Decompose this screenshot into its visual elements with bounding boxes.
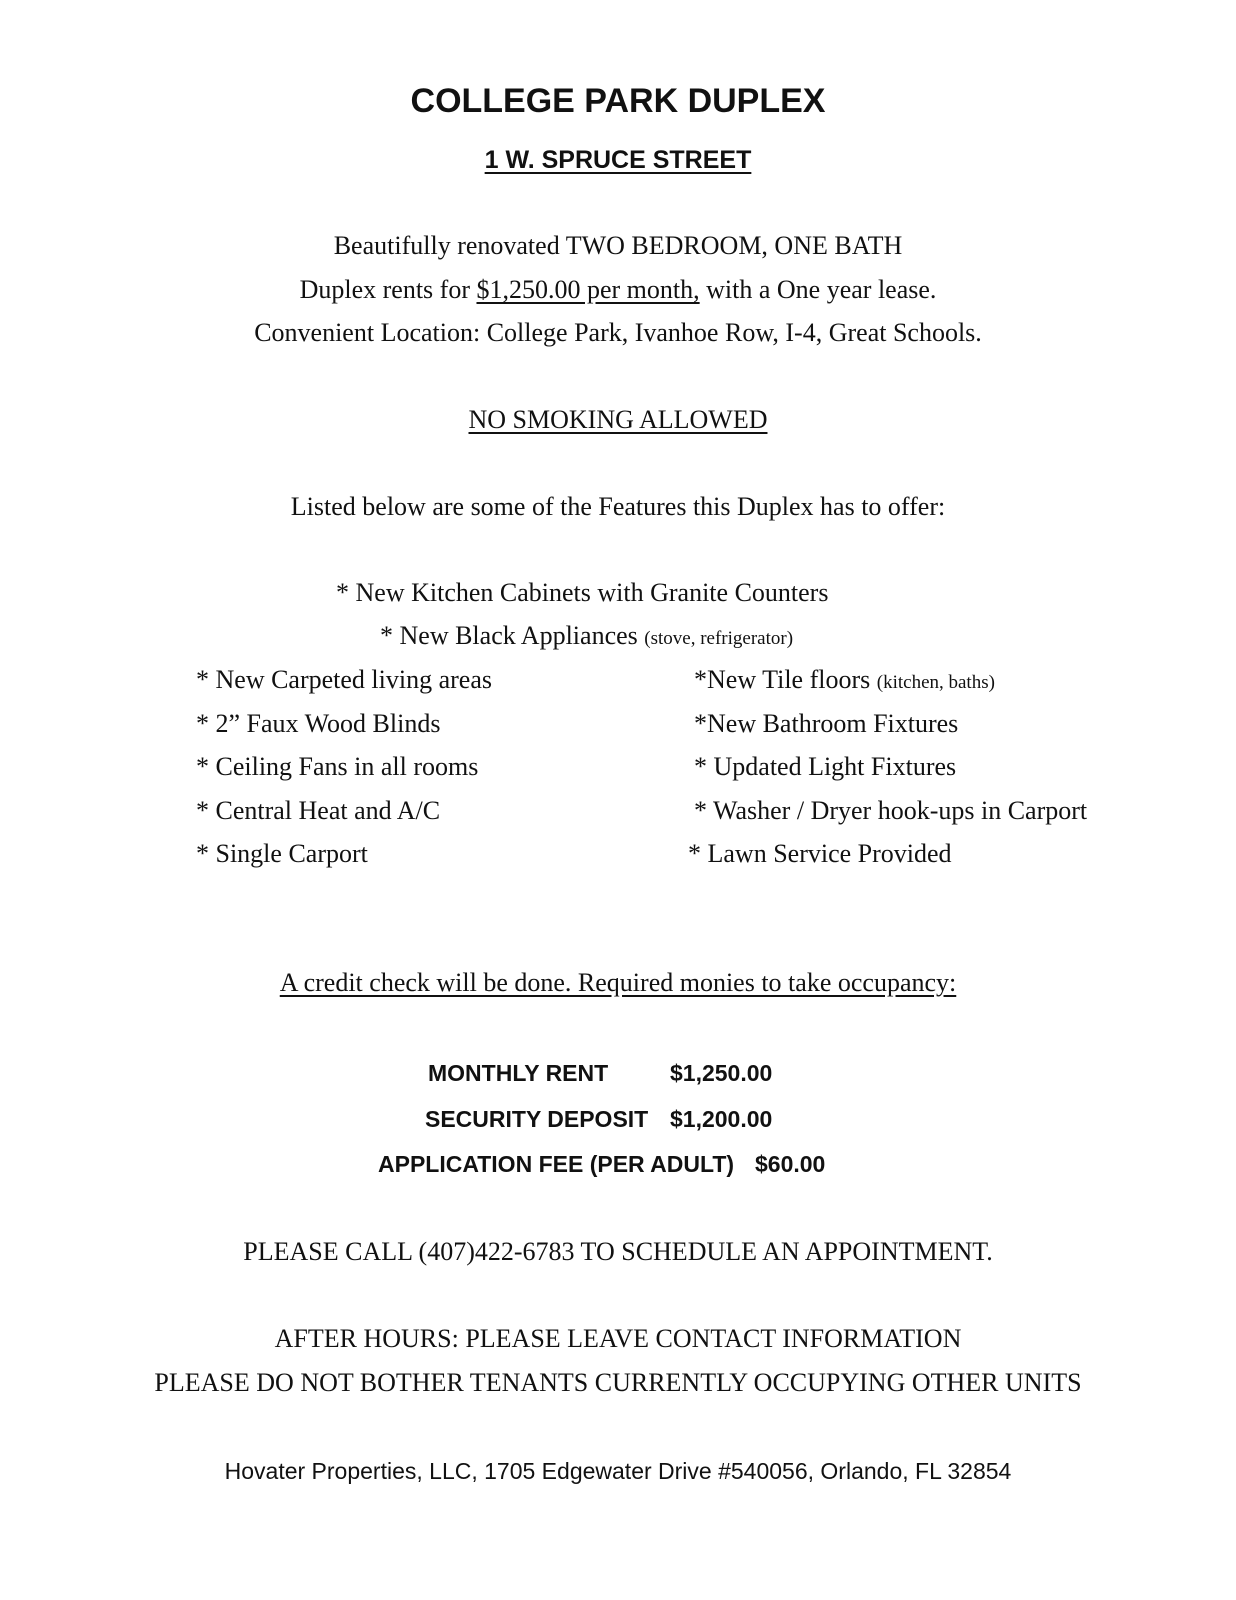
feature-kitchen-cabinets bbox=[336, 578, 828, 608]
feature-right-item bbox=[694, 709, 958, 739]
after-hours-notice: AFTER HOURS: PLEASE LEAVE CONTACT INFORMATION bbox=[274, 1324, 962, 1353]
fee-amount-application: $60.00 bbox=[755, 1151, 826, 1177]
feature-text: * New Black Appliances bbox=[380, 621, 645, 650]
feature-left-item: * Single Carport bbox=[196, 839, 368, 868]
feature-black-appliances bbox=[380, 621, 793, 651]
intro-rent-suffix: with a One year lease. bbox=[699, 275, 937, 304]
feature-text: * Lawn Service Provided bbox=[688, 839, 952, 868]
page-title: COLLEGE PARK DUPLEX bbox=[410, 82, 826, 120]
feature-text: * Updated Light Fixtures bbox=[694, 752, 957, 781]
call-to-schedule: PLEASE CALL (407)422-6783 TO SCHEDULE AN APPOINTMENT. bbox=[243, 1237, 993, 1266]
credit-check-text: A credit check will be done. Required monies to take occupancy: bbox=[279, 968, 957, 997]
address-subtitle-text: 1 W. SPRUCE STREET bbox=[484, 146, 752, 174]
feature-note: (kitchen, baths) bbox=[876, 672, 995, 693]
intro-rent-prefix: Duplex rents for bbox=[299, 275, 477, 304]
fee-label-security-deposit: SECURITY DEPOSIT bbox=[425, 1106, 649, 1132]
address-subtitle bbox=[0, 146, 1236, 175]
credit-check-notice bbox=[0, 968, 1236, 998]
tenant-notice: PLEASE DO NOT BOTHER TENANTS CURRENTLY OCCUPYING OTHER UNITS bbox=[154, 1368, 1082, 1397]
feature-right-item bbox=[694, 665, 995, 695]
intro-line-1: Beautifully renovated TWO BEDROOM, ONE BATH bbox=[333, 231, 903, 260]
feature-right-item bbox=[694, 752, 956, 782]
feature-text: * Washer / Dryer hook-ups in Carport bbox=[694, 796, 1088, 825]
intro-rent-price: $1,250.00 per month, bbox=[476, 275, 700, 304]
fee-label-application: APPLICATION FEE (PER ADULT) bbox=[378, 1151, 735, 1177]
company-footer: Hovater Properties, LLC, 1705 Edgewater Drive #540056, Orlando, FL 32854 bbox=[224, 1458, 1012, 1484]
feature-right-item bbox=[694, 796, 1087, 826]
fee-amount-security-deposit: $1,200.00 bbox=[670, 1106, 773, 1132]
feature-note: (stove, refrigerator) bbox=[644, 628, 794, 649]
intro-line-2 bbox=[0, 275, 1236, 305]
fee-label-monthly-rent: MONTHLY RENT bbox=[428, 1060, 609, 1086]
no-smoking-text: NO SMOKING ALLOWED bbox=[468, 405, 768, 434]
feature-left-item: * Central Heat and A/C bbox=[196, 796, 441, 825]
feature-text: * New Kitchen Cabinets with Granite Counters bbox=[336, 578, 829, 607]
features-intro: Listed below are some of the Features this Duplex has to offer: bbox=[290, 492, 946, 521]
feature-left-item: * New Carpeted living areas bbox=[196, 665, 493, 694]
feature-text: *New Bathroom Fixtures bbox=[694, 709, 959, 738]
feature-left-item: * 2” Faux Wood Blinds bbox=[196, 709, 441, 738]
feature-left-item: * Ceiling Fans in all rooms bbox=[196, 752, 479, 781]
feature-right-item bbox=[688, 839, 952, 869]
intro-line-3: Convenient Location: College Park, Ivanhoe Row, I-4, Great Schools. bbox=[254, 318, 982, 347]
fee-amount-monthly-rent: $1,250.00 bbox=[670, 1060, 773, 1086]
feature-text: *New Tile floors bbox=[694, 665, 877, 694]
no-smoking-notice bbox=[0, 405, 1236, 435]
